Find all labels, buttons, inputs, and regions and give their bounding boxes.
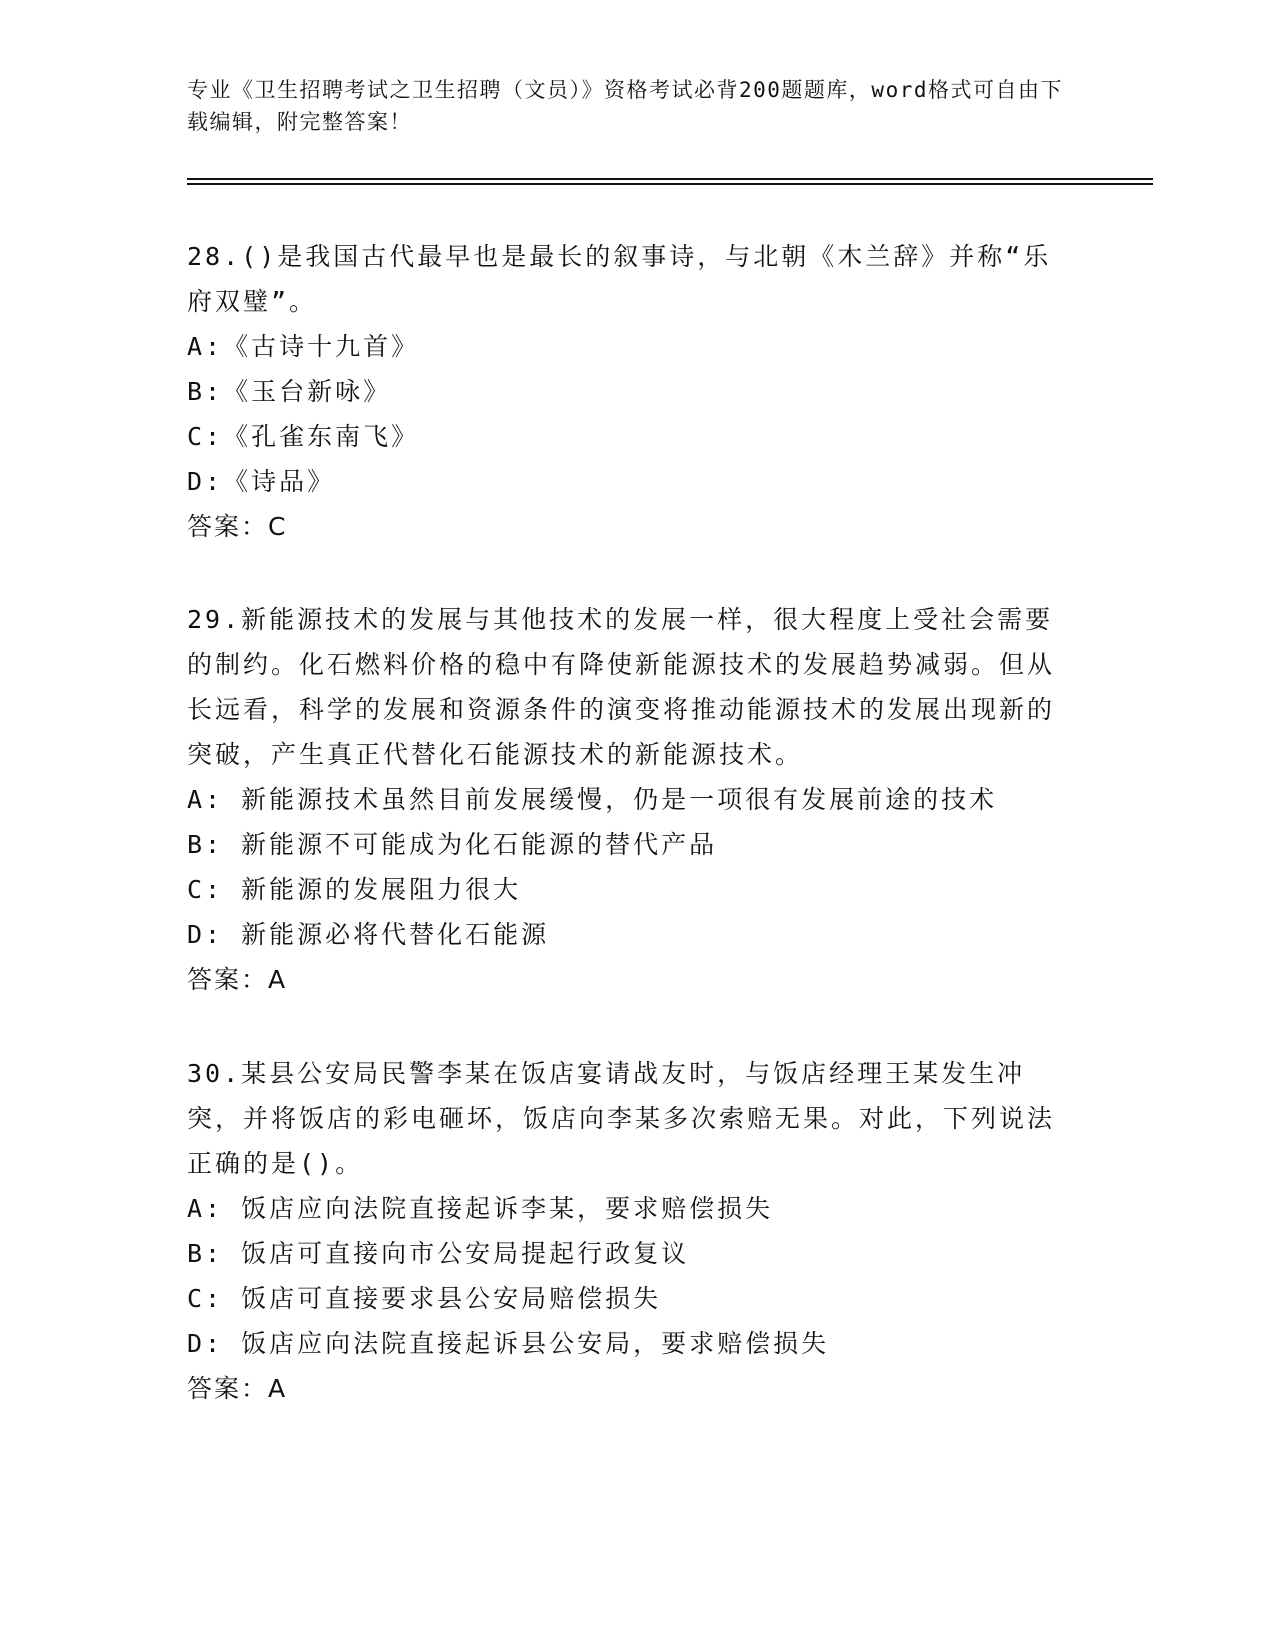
option-a: A: 饭店应向法院直接起诉李某，要求赔偿损失 (187, 1194, 774, 1223)
option-b: B:《玉台新咏》 (187, 377, 392, 406)
option-c: C:《孔雀东南飞》 (187, 422, 420, 451)
header-description: 专业《卫生招聘考试之卫生招聘（文员）》资格考试必背200题题库，word格式可自由下载编辑，附完整答案！ (187, 78, 1063, 134)
option-c: C: 新能源的发展阻力很大 (187, 875, 522, 904)
question-29 (187, 597, 1067, 1002)
answer-line: 答案：C (187, 512, 288, 541)
document-header (187, 74, 1067, 138)
question-30 (187, 1051, 1067, 1411)
option-c: C: 饭店可直接要求县公安局赔偿损失 (187, 1284, 662, 1313)
option-b: B: 新能源不可能成为化石能源的替代产品 (187, 830, 718, 859)
option-a: A:《古诗十九首》 (187, 332, 420, 361)
option-d: D: 新能源必将代替化石能源 (187, 920, 550, 949)
answer-line: 答案：A (187, 965, 288, 994)
option-d: D:《诗品》 (187, 467, 336, 496)
option-b: B: 饭店可直接向市公安局提起行政复议 (187, 1239, 690, 1268)
option-a: A: 新能源技术虽然目前发展缓慢，仍是一项很有发展前途的技术 (187, 785, 998, 814)
question-28 (187, 234, 1067, 549)
question-stem: 30.某县公安局民警李某在饭店宴请战友时，与饭店经理王某发生冲突，并将饭店的彩电砸坏，饭店向李某多次索赔无果。对此，下列说法正确的是()。 (187, 1059, 1056, 1178)
header-divider-bottom (187, 183, 1153, 185)
option-d: D: 饭店应向法院直接起诉县公安局，要求赔偿损失 (187, 1329, 830, 1358)
answer-line: 答案：A (187, 1374, 288, 1403)
question-stem: 28.()是我国古代最早也是最长的叙事诗，与北朝《木兰辞》并称“乐府双璧”。 (187, 242, 1052, 316)
header-divider-top (187, 178, 1153, 180)
question-stem: 29.新能源技术的发展与其他技术的发展一样，很大程度上受社会需要的制约。化石燃料价格的稳中有降使新能源技术的发展趋势减弱。但从长远看，科学的发展和资源条件的演变将推动能源技术的发展出现新的突破，产生真正代替化石能源技术的新能源技术。 (187, 605, 1056, 769)
